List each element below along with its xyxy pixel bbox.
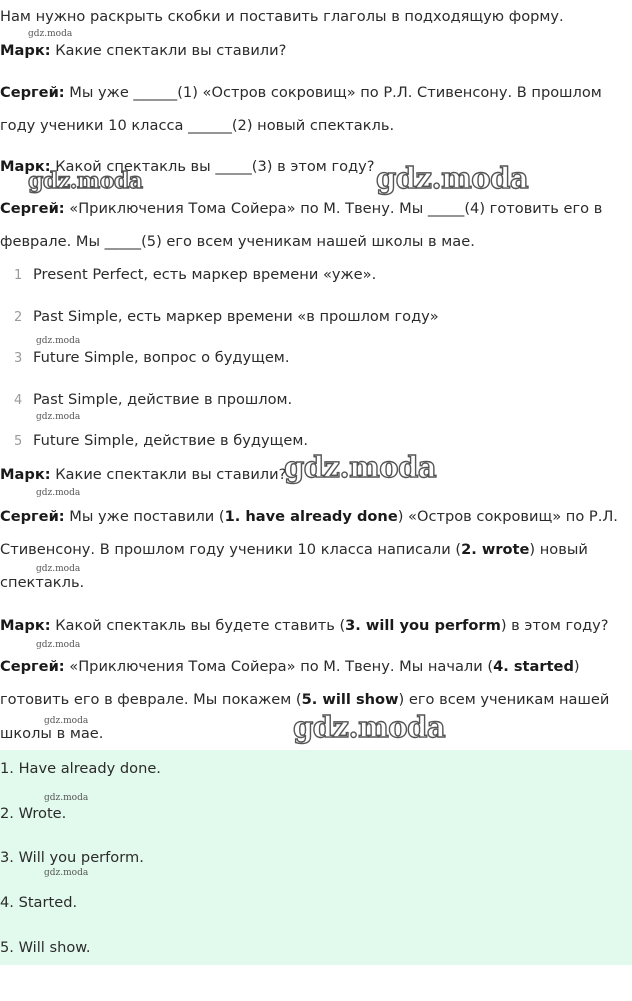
solution-line-3 <box>0 541 588 559</box>
answer-item: 3. Will you perform. <box>0 849 144 866</box>
watermark-small: gdz.moda <box>44 716 89 726</box>
answer-highlight-1: 1. have already done <box>224 508 398 525</box>
watermark-logo: gdz.moda <box>376 161 529 195</box>
speaker-mark: Марк: <box>0 466 51 483</box>
watermark-small: gdz.moda <box>28 29 73 39</box>
instruction-text: Нам нужно раскрыть скобки и поставить глаголы в подходящую форму. <box>0 8 564 25</box>
answer-highlight-4: 4. started <box>493 658 574 675</box>
solution-text: Мы уже поставили ( <box>64 508 225 525</box>
task-line-2 <box>0 84 602 102</box>
solution-text: ) <box>573 658 580 675</box>
answer-box <box>0 750 632 965</box>
watermark-small: gdz.moda <box>36 564 81 574</box>
solution-line-1-text: Какие спектакли вы ставили? <box>50 466 287 483</box>
answer-highlight-5: 5. will show <box>301 691 399 708</box>
task-line-1 <box>0 42 286 60</box>
list-item: Future Simple, вопрос о будущем. <box>33 349 290 366</box>
answer-highlight-2: 2. wrote <box>461 541 530 558</box>
solution-text: Стивенсону. В прошлом году ученики 10 класса написали ( <box>0 541 462 558</box>
solution-line-8: школы в мае. <box>0 725 104 742</box>
watermark-small: gdz.moda <box>36 488 81 498</box>
solution-line-4: спектакль. <box>0 574 85 591</box>
speaker-sergey: Сергей: <box>0 508 65 525</box>
speaker-mark: Марк: <box>0 158 51 175</box>
list-item: Past Simple, действие в прошлом. <box>33 391 293 408</box>
watermark-small: gdz.moda <box>36 336 81 346</box>
solution-text: Какой спектакль вы будете ставить ( <box>50 617 346 634</box>
task-line-1-text: Какие спектакли вы ставили? <box>50 42 287 59</box>
speaker-mark: Марк: <box>0 617 51 634</box>
solution-text: ) его всем ученикам нашей <box>398 691 610 708</box>
watermark-small: gdz.moda <box>44 868 89 878</box>
speaker-sergey: Сергей: <box>0 200 65 217</box>
solution-text: ) «Остров сокровищ» по Р.Л. <box>397 508 618 525</box>
list-number: 5 <box>14 434 23 449</box>
answer-highlight-3: 3. will you perform <box>345 617 501 634</box>
list-number: 1 <box>14 268 23 283</box>
solution-line-6 <box>0 658 580 676</box>
list-number: 3 <box>14 351 23 366</box>
solution-text: ) новый <box>529 541 588 558</box>
task-line-3: году ученики 10 класса ______(2) новый спектакль. <box>0 117 395 134</box>
watermark-small: gdz.moda <box>44 793 89 803</box>
task-line-5 <box>0 200 602 218</box>
task-line-2-text: Мы уже ______(1) «Остров сокровищ» по Р.Л. Стивенсону. В прошлом <box>64 84 602 101</box>
list-number: 4 <box>14 393 23 408</box>
speaker-sergey: Сергей: <box>0 84 65 101</box>
task-line-4-text: Какой спектакль вы _____(3) в этом году? <box>50 158 375 175</box>
solution-text: готовить его в феврале. Мы покажем ( <box>0 691 302 708</box>
solution-line-2 <box>0 508 618 526</box>
answer-item: 2. Wrote. <box>0 805 67 822</box>
watermark-logo: gdz.moda <box>293 710 446 744</box>
task-line-6: феврале. Мы _____(5) его всем ученикам нашей школы в мае. <box>0 233 475 250</box>
solution-text: «Приключения Тома Сойера» по М. Твену. Мы начали ( <box>64 658 494 675</box>
solution-line-7 <box>0 691 609 709</box>
speaker-sergey: Сергей: <box>0 658 65 675</box>
answer-item: 5. Will show. <box>0 939 91 956</box>
list-item: Future Simple, действие в будущем. <box>33 432 308 449</box>
task-line-5-text: «Приключения Тома Сойера» по М. Твену. Мы _____(4) готовить его в <box>64 200 603 217</box>
speaker-mark: Марк: <box>0 42 51 59</box>
answer-item: 4. Started. <box>0 894 78 911</box>
solution-line-1 <box>0 466 286 484</box>
watermark-small: gdz.moda <box>36 640 81 650</box>
answer-item: 1. Have already done. <box>0 760 161 777</box>
list-item: Present Perfect, есть маркер времени «уже». <box>33 266 377 283</box>
list-number: 2 <box>14 310 23 325</box>
watermark-logo: gdz.moda <box>284 450 437 484</box>
watermark-logo: gdz.moda <box>28 168 143 194</box>
solution-line-5 <box>0 617 609 635</box>
solution-text: ) в этом году? <box>500 617 609 634</box>
list-item: Past Simple, есть маркер времени «в прошлом году» <box>33 308 439 325</box>
watermark-small: gdz.moda <box>36 412 81 422</box>
